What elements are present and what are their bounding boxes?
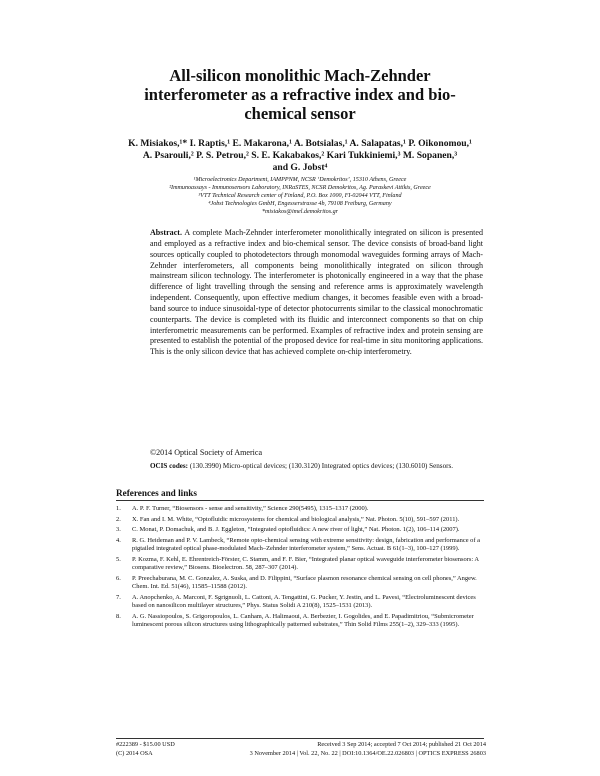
author-list xyxy=(110,138,490,174)
title-line: All-silicon monolithic Mach-Zehnder xyxy=(169,66,431,85)
publication-history: Received 3 Sep 2014; accepted 7 Oct 2014; published 21 Oct 2014 xyxy=(317,741,486,748)
reference-text: A. P. F. Turner, “Biosensors - sense and sensitivity,” Science 290(5495), 1315–1317 (2000). xyxy=(132,505,369,512)
reference-text: X. Fan and I. M. White, “Optofluidic microsystems for chemical and biological analysis,” Nat. Photon. 5(10), 591–597 (2011). xyxy=(132,515,460,523)
references-list xyxy=(116,505,486,632)
reference-number: 8. xyxy=(116,613,121,620)
author-line: K. Misiakos,¹* I. Raptis,¹ E. Makarona,¹ A. Botsialas,¹ A. Salapatas,¹ P. Oikonomou,¹ xyxy=(128,138,472,149)
reference-number: 4. xyxy=(116,537,121,545)
ocis-codes xyxy=(150,462,483,472)
reference-item xyxy=(116,556,486,573)
copyright-notice: ©2014 Optical Society of America xyxy=(150,448,263,457)
reference-item xyxy=(116,575,486,592)
reference-number: 2. xyxy=(116,515,121,523)
article-id-price: #222389 - $15.00 USD xyxy=(116,741,175,748)
abstract xyxy=(150,228,483,358)
author-line: A. Psarouli,² P. S. Petrou,² S. E. Kakabakos,² Kari Tukkiniemi,³ M. Sopanen,³ xyxy=(142,150,458,161)
ocis-label: OCIS codes: xyxy=(150,462,189,470)
reference-text: P. Kozma, F. Kehl, E. Ehrentreich-Förster, C. Stamm, and F. F. Bier, “Integrated planar optical waveguide interferometer biosensors: A comparative review,” Biosens. Bioelectron. 58, 287–307 (2014). xyxy=(132,556,479,572)
reference-number: 1. xyxy=(116,505,121,512)
journal-citation: 3 November 2014 | Vol. 22, No. 22 | DOI:10.1364/OE.22.026803 | OPTICS EXPRESS 26803 xyxy=(249,750,486,757)
author-line: and G. Jobst⁴ xyxy=(272,162,328,173)
references-heading: References and links xyxy=(116,488,197,498)
reference-item xyxy=(116,505,486,513)
reference-text: A. Anopchenko, A. Marconi, F. Sgrignuoli, L. Cattoni, A. Tengattini, G. Pucker, Y. Jestin, and L. Pavesi, “Electroluminescent devices based on nanosilicon multilayer structures,” Phys. Status Solidi A 210(8), 1525–1531 (2013). xyxy=(132,594,476,610)
reference-text: C. Monat, P. Domachuk, and B. J. Eggleton, “Integrated optofluidics: A new river of light,” Nat. Photon. 1(2), 106–114 (2007). xyxy=(132,526,460,534)
abstract-text: A complete Mach-Zehnder interferometer monolithically integrated on silicon is presented and employed as a refractive index and bio-chemical sensor. The device consists of broad-band light sources optically coupled to photodetectors through monomodal waveguides forming arrays of Mach-Zehnder interferometers, all components being monolithically integrated on silicon through mainstream silicon technology. The interferometer is photonically engineered in a way that the phase difference of light travelling through the sensing and reference arms is approximately wavelength independent. Consequently, upon effective medium changes, it becomes feasible even with a broad-band source to induce sinusoidal-type of detector photocurrents similar to the classical monochromatic counterparts. The device is completed with its fluidic and interconnect components so that on chip interferometric measurements can be performed. Examples of refractive index and protein sensing are presented to establish the potential of the proposed device for real-time in situ monitoring applications. This is the only silicon device that has achieved complete on-chip interferometry. xyxy=(150,228,483,357)
footer-line-2 xyxy=(116,750,486,758)
reference-text: R. G. Heideman and P. V. Lambeck, “Remote opto-chemical sensing with extreme sensitivity: design, fabrication and performance of a pigtailed integrated optical phase-modulated Mach–Zehnder interferometer system,” Sens. Actuat. B 61(1–3), 100–127 (1999). xyxy=(132,537,481,553)
title-line: chemical sensor xyxy=(244,104,356,123)
affiliation-line: ¹Microelectronics Department, IAMPPNM, NCSR ‘Demokritos’, 15310 Athens, Greece xyxy=(193,177,407,183)
title-line: interferometer as a refractive index and bio- xyxy=(144,85,456,104)
reference-number: 7. xyxy=(116,594,121,602)
reference-item xyxy=(116,537,486,554)
footer-copyright: (C) 2014 OSA xyxy=(116,750,153,757)
reference-item xyxy=(116,516,486,524)
reference-number: 6. xyxy=(116,575,121,583)
affiliation-line: ³VTT Technical Research center of Finland, P.O. Box 1000, FI-02044 VTT, Finland xyxy=(198,192,402,199)
reference-item xyxy=(116,613,486,630)
reference-number: 5. xyxy=(116,556,121,564)
reference-text: A. G. Nassiopoulos, S. Grigoropoulos, L. Canham, A. Halimaoui, A. Berbezier, I. Gogolides, and E. Papadimitriou, “Submicrometer luminescent porous silicon structures using lithographically patterned substrates,” Thin Solid Films 255(1–2), 329–333 (1995). xyxy=(132,613,474,629)
affiliation-line: ⁴Jobst Technologies GmbH, Engesserstrasse 4b, 79108 Freiburg, Germany xyxy=(208,200,392,207)
paper-title xyxy=(90,66,510,123)
references-divider xyxy=(116,500,484,501)
footer-divider xyxy=(116,738,484,739)
reference-text: P. Preechaburana, M. C. Gonzalez, A. Suska, and D. Filippini, “Surface plasmon resonance chemical sensing on cell phones,” Angew. Chem. Int. Ed. 51(46), 11585–11588 (2012). xyxy=(132,575,477,591)
abstract-label: Abstract. xyxy=(150,228,182,237)
affiliation-line: ²Immunoassays - Immunosensors Laboratory, INRaSTES, NCSR Demokritos, Ag. Paraskevi Attikis, Greece xyxy=(169,184,431,191)
reference-item xyxy=(116,526,486,534)
ocis-text: (130.3990) Micro-optical devices; (130.3120) Integrated optics devices; (130.6010) Sensors. xyxy=(188,462,454,470)
affiliations xyxy=(110,177,490,217)
corresponding-email[interactable]: *misiakos@imel.demokritos.gr xyxy=(261,208,339,215)
reference-number: 3. xyxy=(116,526,121,534)
footer-line-1 xyxy=(116,741,486,749)
reference-item xyxy=(116,594,486,611)
